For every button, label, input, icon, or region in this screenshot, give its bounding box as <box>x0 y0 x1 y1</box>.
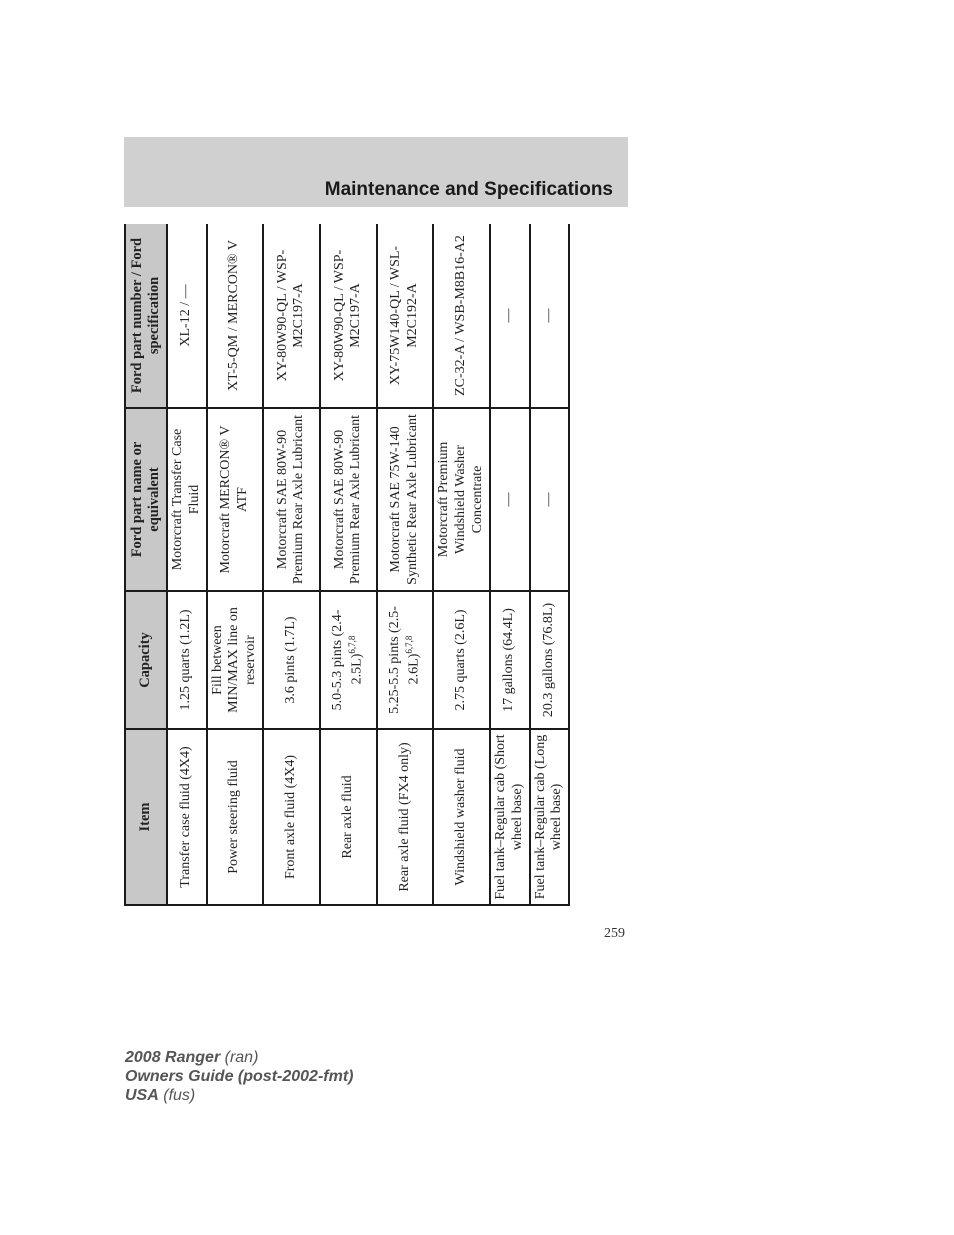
table-cell-part-name: Motorcraft SAE 75W-140 Synthetic Rear Axle Lubricant <box>377 408 433 591</box>
section-title: Maintenance and Specifications <box>324 179 613 200</box>
table-cell-item: Power steering fluid <box>207 729 263 905</box>
table-cell-part-number: XY-80W90-QL / WSP-M2C197-A <box>263 224 320 408</box>
table-cell-part-name: Motorcraft Premium Windshield Washer Concentrate <box>433 408 490 591</box>
table-cell-part-name: Motorcraft SAE 80W-90 Premium Rear Axle Lubricant <box>320 408 377 591</box>
table-cell-item: Front axle fluid (4X4) <box>263 729 320 905</box>
table-cell-capacity: 1.25 quarts (1.2L) <box>167 591 207 729</box>
footer-model: 2008 Ranger <box>125 1049 221 1066</box>
table-cell-item: Fuel tank–Regular cab (Long wheel base) <box>530 729 570 905</box>
table-cell-part-number: XL-12 / — <box>167 224 207 408</box>
footer-model-code: (ran) <box>224 1049 259 1066</box>
table-row <box>490 224 530 905</box>
table-row <box>320 224 377 905</box>
footer-region-code: (fus) <box>163 1087 196 1104</box>
table-cell-item: Transfer case fluid (4X4) <box>167 729 207 905</box>
footnote-reference: 6,7,8 <box>347 635 358 654</box>
table-row <box>167 224 207 905</box>
table-cell-part-number: XT-5-QM / MERCON® V <box>207 224 263 408</box>
table-cell-part-name: Motorcraft Transfer Case Fluid <box>167 408 207 591</box>
column-header-part-number: Ford part number / Ford specification <box>125 224 167 408</box>
table-row <box>263 224 320 905</box>
column-header-item: Item <box>125 729 167 905</box>
table-cell-capacity: 5.25-5.5 pints $(2.5-2.6L)^{6,7,8}$ <box>377 591 433 729</box>
table-cell-capacity: Fill between MIN/MAX line on reservoir <box>207 591 263 729</box>
table-cell-part-number: — <box>490 224 530 408</box>
table-row <box>530 224 570 905</box>
table-cell-part-name: Motorcraft MERCON® V ATF <box>207 408 263 591</box>
table-cell-item: Fuel tank–Regular cab (Short wheel base) <box>490 729 530 905</box>
footer-region: USA <box>125 1087 159 1104</box>
table-cell-part-name: — <box>490 408 530 591</box>
table-cell-part-name: Motorcraft SAE 80W-90 Premium Rear Axle Lubricant <box>263 408 320 591</box>
table-cell-part-number: — <box>530 224 570 408</box>
table-cell-capacity: 5.0-5.3 pints $(2.4-2.5L)^{6,7,8}$ <box>320 591 377 729</box>
table-cell-item: Rear axle fluid <box>320 729 377 905</box>
footer-guide: Owners Guide (post-2002-fmt) <box>125 1068 354 1085</box>
specification-table-wrapper <box>124 224 570 906</box>
page-number: 259 <box>604 926 625 941</box>
table-cell-capacity: 2.75 quarts (2.6L) <box>433 591 490 729</box>
table-cell-part-name: — <box>530 408 570 591</box>
table-cell-part-number: XY-75W140-QL / WSL-M2C192-A <box>377 224 433 408</box>
table-row <box>433 224 490 905</box>
table-row <box>207 224 263 905</box>
lubricant-specification-table <box>124 224 570 906</box>
table-cell-item: Windshield washer fluid <box>433 729 490 905</box>
table-cell-part-number: ZC-32-A / WSB-M8B16-A2 <box>433 224 490 408</box>
table-cell-capacity: 17 gallons (64.4L) <box>490 591 530 729</box>
document-footer <box>125 1048 353 1105</box>
table-cell-item: Rear axle fluid (FX4 only) <box>377 729 433 905</box>
table-cell-capacity: 3.6 pints (1.7L) <box>263 591 320 729</box>
section-header-band <box>124 137 628 207</box>
column-header-capacity: Capacity <box>125 591 167 729</box>
table-header-row <box>125 224 167 905</box>
table-cell-capacity: 20.3 gallons (76.8L) <box>530 591 570 729</box>
table-row <box>377 224 433 905</box>
column-header-part-name: Ford part name or equivalent <box>125 408 167 591</box>
footnote-reference: 6,7,8 <box>403 635 414 654</box>
table-cell-part-number: XY-80W90-QL / WSP-M2C197-A <box>320 224 377 408</box>
